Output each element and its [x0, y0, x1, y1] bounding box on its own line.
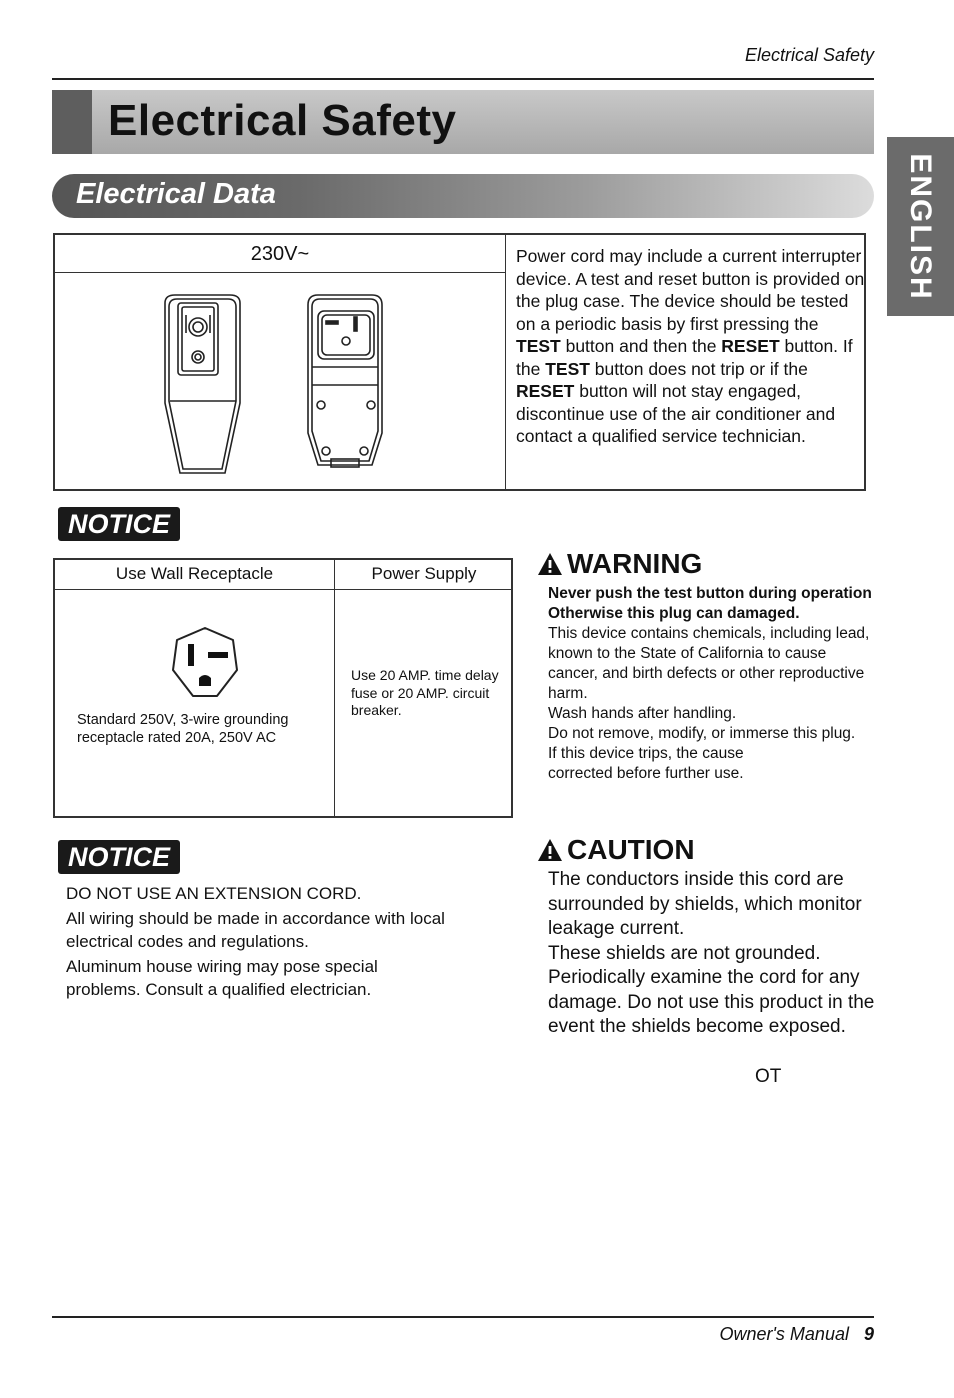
description-text: button will not stay engaged, discontinue use of the air conditioner and contact a qualified service technician. — [516, 381, 836, 446]
stray-text: OT — [755, 1066, 782, 1087]
plug-info-box — [53, 233, 866, 491]
voltage-label: 230V~ — [250, 243, 310, 265]
wall-receptacle-icon — [171, 626, 239, 698]
notice-badge: NOTICE — [58, 507, 180, 541]
divider — [505, 235, 506, 489]
caution-line: The conductors inside this cord are surrounded by shields, which monitor leakage current. — [548, 869, 862, 939]
receptacle-spec: Standard 250V, 3-wire grounding receptacle rated 20A, 250V AC — [77, 712, 289, 746]
button-keyword: RESET — [721, 336, 780, 356]
button-keyword: TEST — [545, 358, 590, 379]
caution-triangle-icon — [537, 838, 563, 862]
title-bar — [52, 90, 874, 154]
plug-illustration — [150, 293, 400, 483]
power-requirements-table — [53, 558, 513, 818]
description-text: button and then the — [560, 336, 722, 356]
language-tab — [887, 137, 954, 316]
warning-line: This device contains chemicals, including lead, known to the State of California to cause cancer, and birth defects or other reproductive harm. — [548, 625, 870, 702]
footer-label: Owner's Manual — [719, 1324, 849, 1344]
language-tab-label: ENGLISH — [904, 153, 937, 301]
button-keyword: RESET — [516, 381, 575, 401]
section-title: Electrical Data — [76, 178, 276, 210]
page-number: 9 — [863, 1324, 874, 1344]
page-title: Electrical Safety — [108, 96, 457, 145]
caution-heading — [537, 834, 695, 866]
section-bar — [52, 174, 874, 218]
description-text: Power cord may include a current interrupter device. A test and reset button is provided on the plug case. The device should be tested on a periodic basis by first pressing the — [516, 246, 865, 334]
plug-front-icon — [165, 295, 240, 473]
plug-back-icon — [308, 295, 382, 467]
plug-description — [516, 245, 866, 448]
notice-line: Aluminum house wiring may pose special problems. Consult a qualified electrician. — [66, 957, 378, 999]
title-bar-accent — [52, 90, 92, 154]
divider — [334, 560, 335, 816]
description-text: button. If the — [516, 336, 853, 379]
warning-body — [548, 584, 878, 784]
warning-heading — [537, 548, 702, 580]
caution-line: These shields are not grounded. Periodically examine the cord for any damage. Do not use this product in the event the shields become exposed. — [548, 942, 875, 1037]
notice-badge: NOTICE — [58, 840, 180, 874]
warning-line: Do not remove, modify, or immerse this plug. — [548, 725, 856, 742]
warning-bold-line: Never push the test button during operation — [548, 585, 872, 602]
footer — [719, 1324, 874, 1345]
table-header-power: Power Supply — [371, 564, 477, 583]
power-supply-spec: Use 20 AMP. time delay fuse or 20 AMP. circuit breaker. — [351, 667, 499, 718]
warning-triangle-icon — [537, 552, 563, 576]
notice-line: All wiring should be made in accordance with local electrical codes and regulations. — [66, 909, 445, 951]
table-header-receptacle: Use Wall Receptacle — [115, 564, 274, 583]
running-header: Electrical Safety — [744, 45, 874, 65]
caution-title: CAUTION — [567, 834, 695, 865]
warning-line: If this device trips, the cause corrected before further use. — [548, 745, 744, 782]
caution-body — [548, 868, 878, 1040]
button-keyword: TEST — [516, 336, 561, 356]
footer-rule — [52, 1316, 874, 1318]
divider — [55, 272, 505, 273]
description-text: button does not trip or if the — [589, 358, 808, 379]
warning-line: Wash hands after handling. — [548, 705, 737, 722]
warning-title: WARNING — [567, 548, 703, 579]
notice-line: DO NOT USE AN EXTENSION CORD. — [66, 884, 362, 903]
notice-body — [66, 882, 466, 1001]
header-rule — [52, 78, 874, 80]
warning-bold-line: Otherwise this plug can damaged. — [548, 605, 800, 622]
divider — [55, 589, 511, 590]
